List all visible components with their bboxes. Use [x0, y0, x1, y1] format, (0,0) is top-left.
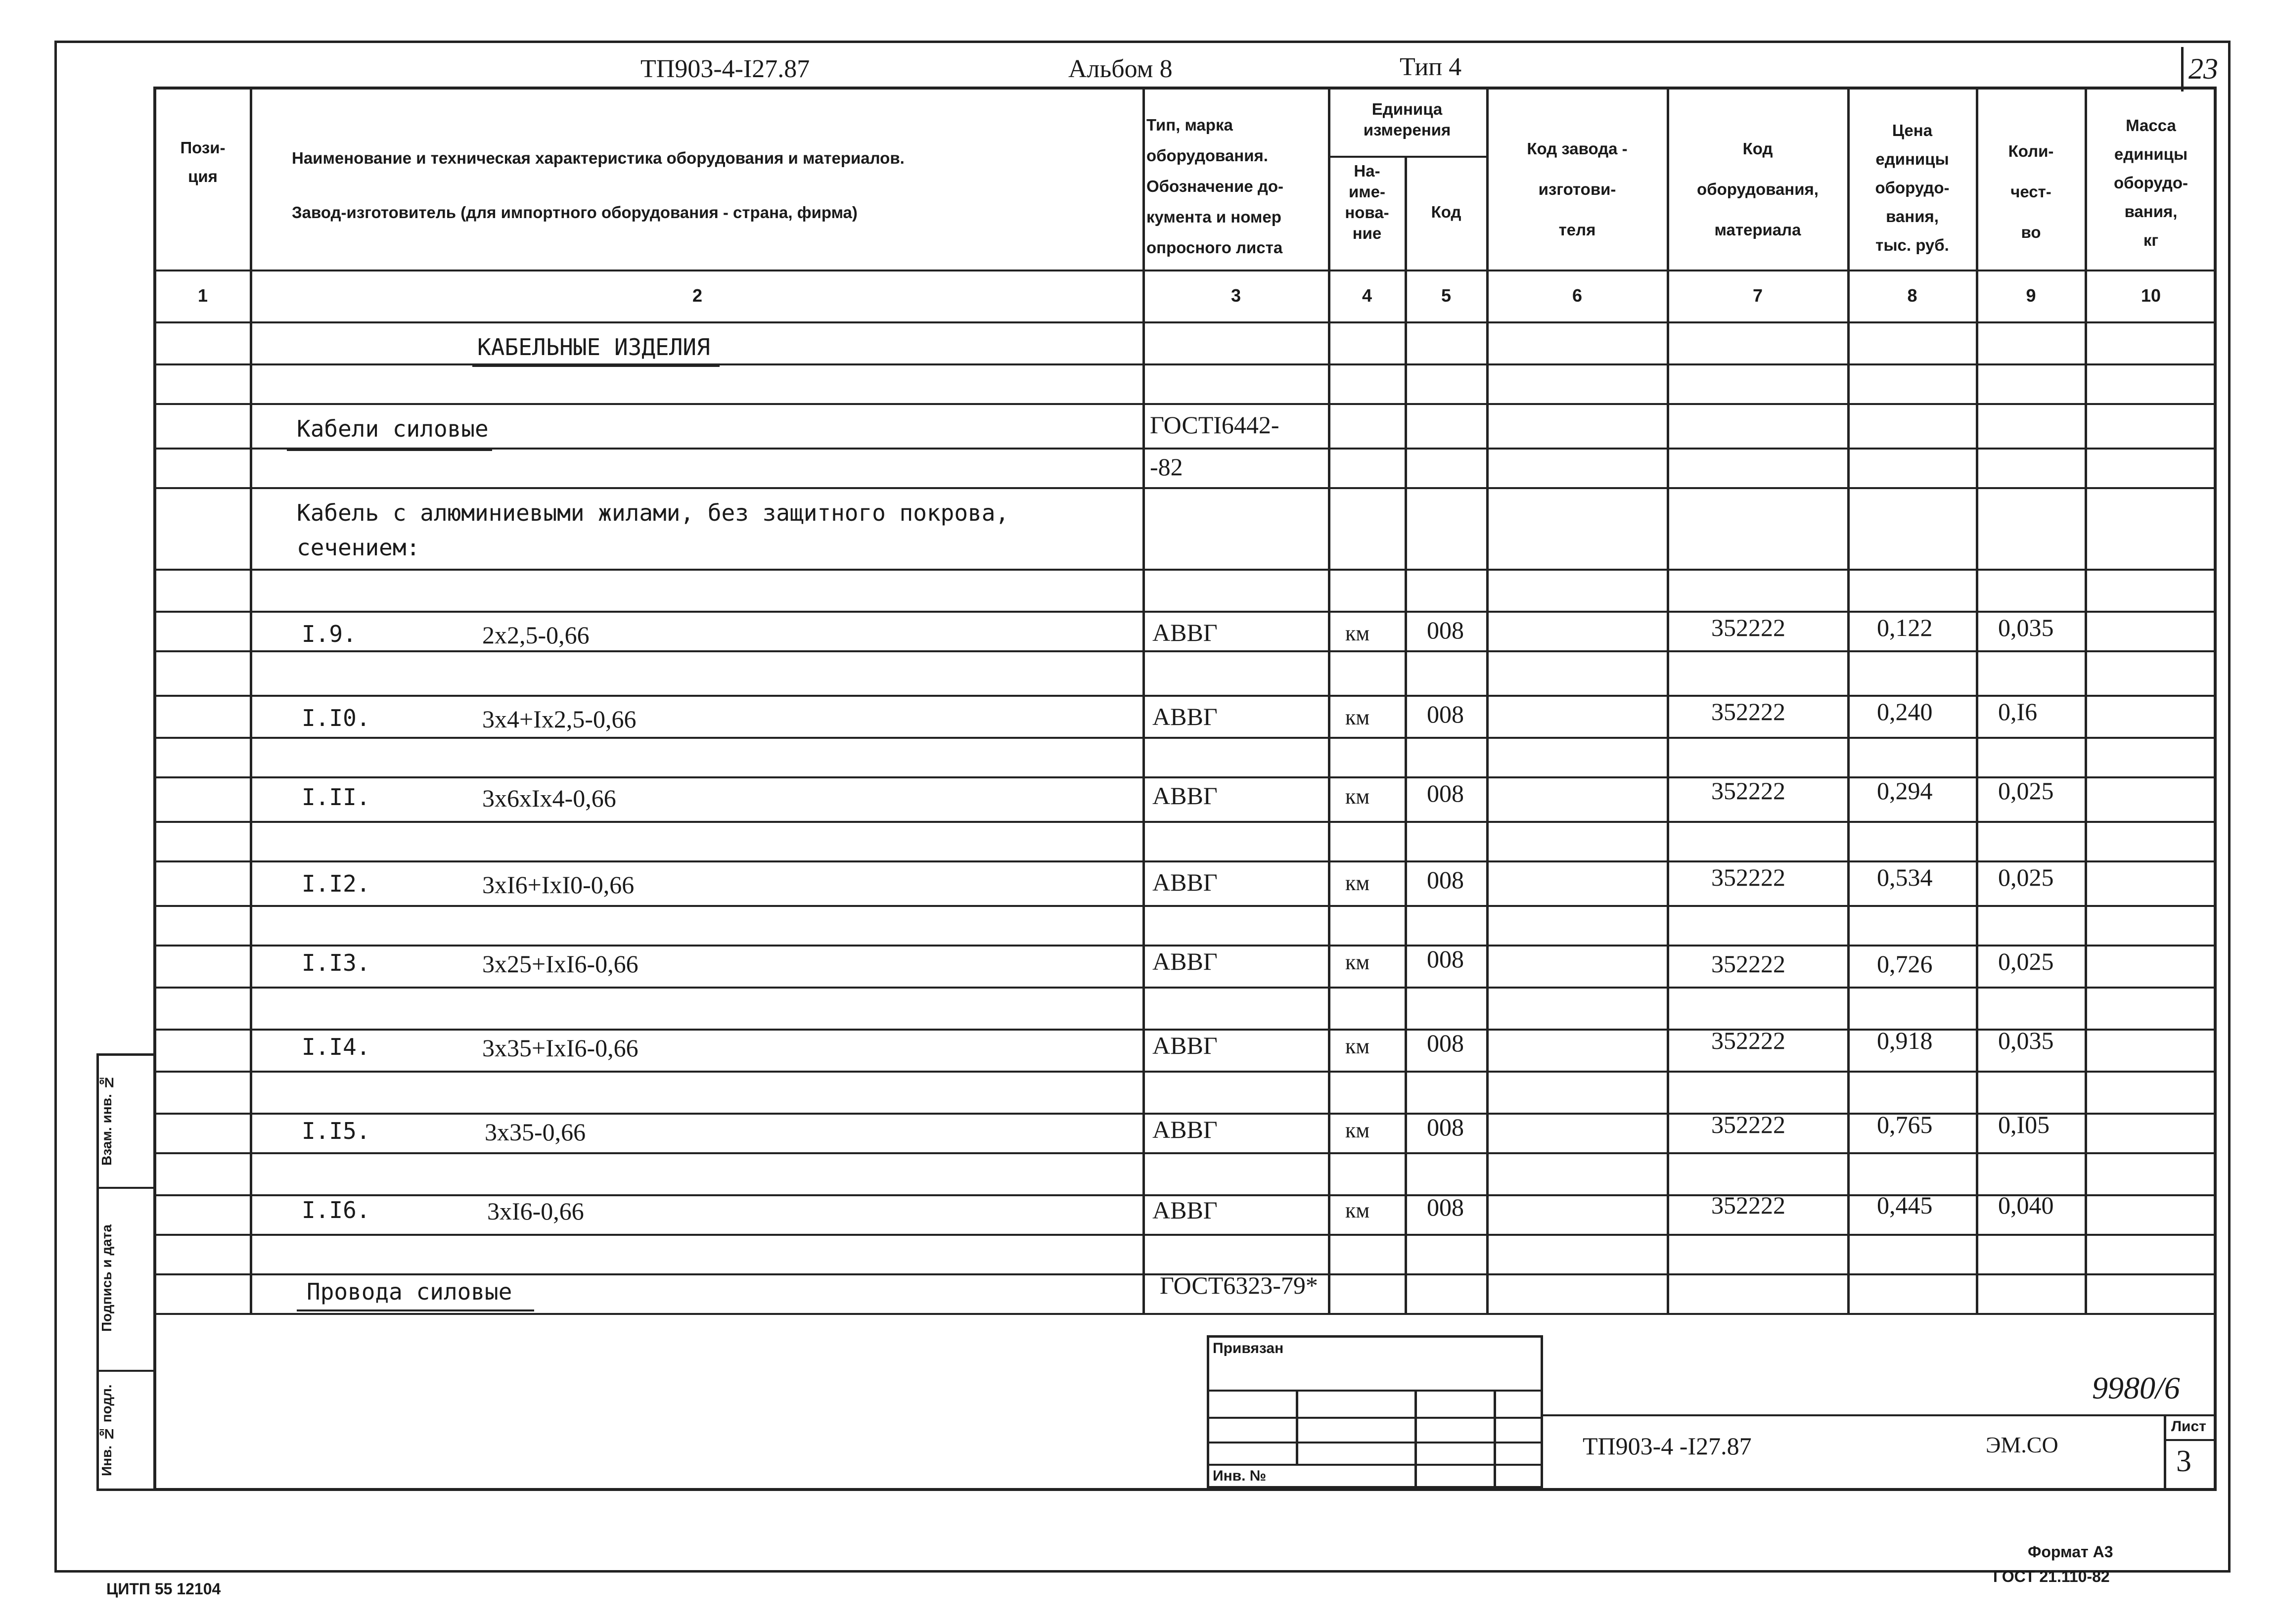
item-equip-code: 352222 — [1711, 1191, 1785, 1219]
item-equip-code: 352222 — [1711, 698, 1785, 725]
item-equip-code: 352222 — [1711, 777, 1785, 805]
col-num-7: 7 — [1752, 285, 1763, 306]
sidebar-inv-podl: Инв. № подл. — [99, 1384, 114, 1477]
page-number: 23 — [2188, 52, 2218, 85]
col-num-6: 6 — [1572, 285, 1583, 306]
sidebar-line — [96, 1187, 156, 1189]
item-spec: 3хI6+IхI0-0,66 — [482, 871, 635, 899]
footer-format: Формат А3 — [2028, 1543, 2113, 1561]
sheet-code: ЭМ.СО — [1986, 1432, 2058, 1457]
item-qty: 0,I05 — [1998, 1111, 2050, 1138]
page-number-divider — [2181, 47, 2184, 91]
title-block-top-line — [1543, 1414, 2217, 1416]
item-unit-code: 008 — [1427, 616, 1464, 644]
col-header-8: Цена единицы оборудо- вания, тыс. руб. — [1875, 121, 1950, 254]
item-equip-code: 352222 — [1711, 863, 1785, 891]
item-price: 0,240 — [1877, 698, 1933, 725]
privyazan-label: Привязан — [1213, 1340, 1284, 1356]
item-qty: 0,025 — [1998, 777, 2054, 805]
stamp-col — [1296, 1390, 1298, 1464]
item-price: 0,122 — [1877, 614, 1933, 641]
item-unit-code: 008 — [1427, 945, 1464, 973]
item-unit-code: 008 — [1427, 1193, 1464, 1221]
stamp-col — [1414, 1390, 1417, 1489]
list-box-line — [2164, 1439, 2217, 1441]
col-header-7: Код оборудования, материала — [1697, 139, 1819, 239]
item-mark: АВВГ — [1152, 1116, 1218, 1143]
item-qty: 0,035 — [1998, 1027, 2054, 1054]
row-line — [153, 1234, 2217, 1236]
row-line — [153, 987, 2217, 989]
item-unit: км — [1345, 1118, 1370, 1142]
stamp-col — [1494, 1390, 1496, 1489]
col-header-2: Наименование и техническая характеристика оборудования и материалов. Завод-изготовитель (для импортного оборудования - страна, фирма) — [292, 149, 905, 222]
item-qty: 0,025 — [1998, 863, 2054, 891]
col-header-6: Код завода - изготови- теля — [1527, 139, 1628, 239]
item-position: I.I0. — [302, 705, 370, 731]
item-position: I.I4. — [302, 1034, 370, 1060]
col-num-2: 2 — [692, 285, 703, 306]
item-position: I.II. — [302, 784, 370, 811]
item-spec: 2х2,5-0,66 — [482, 621, 590, 649]
item-unit: км — [1345, 871, 1370, 895]
item-unit: км — [1345, 621, 1370, 645]
item-position: I.I5. — [302, 1118, 370, 1144]
colnum-bottom-line — [153, 321, 2217, 323]
col-header-10: Масса единицы оборудо- вания, кг — [2113, 116, 2188, 249]
group1-standard-2: -82 — [1150, 453, 1183, 481]
row-line — [153, 945, 2217, 947]
item-equip-code: 352222 — [1711, 950, 1785, 978]
row-line — [153, 569, 2217, 571]
row-line — [153, 1071, 2217, 1073]
type-label: Тип 4 — [1400, 53, 1462, 81]
item-unit: км — [1345, 784, 1370, 809]
stamp-line — [1207, 1442, 1543, 1444]
col-header-9: Коли- чест- во — [2008, 142, 2054, 241]
unit-group-title: Единица измерения — [1363, 100, 1451, 139]
item-spec: 3х4+Iх2,5-0,66 — [482, 705, 637, 733]
col-num-4: 4 — [1362, 285, 1372, 306]
col-num-9: 9 — [2026, 285, 2036, 306]
row-line — [153, 487, 2217, 489]
sidebar-podpis: Подпись и дата — [99, 1224, 114, 1332]
archive-number: 9980/6 — [2092, 1370, 2180, 1405]
item-price: 0,294 — [1877, 777, 1933, 805]
list-box-border — [2164, 1414, 2166, 1491]
album-label: Альбом 8 — [1068, 55, 1173, 83]
group1-description-line2: сечением: — [297, 534, 420, 561]
item-qty: 0,I6 — [1998, 698, 2038, 725]
row-line — [153, 650, 2217, 652]
row-line — [153, 905, 2217, 907]
group1-title: Кабели силовые — [297, 415, 489, 442]
row-line — [153, 821, 2217, 823]
list-label: Лист — [2171, 1418, 2206, 1435]
title-block-doc-code: ТП903-4 -І27.87 — [1583, 1432, 1752, 1460]
group2-underline — [297, 1309, 534, 1311]
item-spec: 3х35+IхI6-0,66 — [482, 1034, 638, 1062]
group1-description-line1: Кабель с алюминиевыми жилами, без защитного покрова, — [297, 499, 1009, 526]
item-price: 0,534 — [1877, 863, 1933, 891]
item-equip-code: 352222 — [1711, 1111, 1785, 1138]
inv-no-label: Инв. № — [1213, 1468, 1267, 1484]
item-position: I.I6. — [302, 1197, 370, 1223]
item-mark: АВВГ — [1152, 782, 1218, 810]
col-header-3: Тип, марка оборудования. Обозначение до- кумента и номер опросного листа — [1146, 116, 1283, 257]
unit-group-line — [1328, 156, 1486, 158]
col-num-8: 8 — [1907, 285, 1917, 306]
item-mark: АВВГ — [1152, 703, 1218, 730]
item-qty: 0,040 — [1998, 1191, 2054, 1219]
item-unit: км — [1345, 1034, 1370, 1058]
item-unit-code: 008 — [1427, 1029, 1464, 1057]
item-unit: км — [1345, 950, 1370, 974]
group1-underline — [287, 449, 492, 451]
item-mark: АВВГ — [1152, 1196, 1218, 1224]
item-qty: 0,035 — [1998, 614, 2054, 641]
footer-left: ЦИТП 55 12104 — [106, 1580, 221, 1598]
item-price: 0,726 — [1877, 950, 1933, 978]
item-equip-code: 352222 — [1711, 614, 1785, 641]
sidebar-line — [96, 1370, 156, 1372]
group2-title: Провода силовые — [307, 1278, 512, 1305]
item-unit: км — [1345, 1198, 1370, 1222]
item-mark: АВВГ — [1152, 947, 1218, 975]
item-spec: 3х25+IхI6-0,66 — [482, 950, 638, 978]
row-line — [153, 860, 2217, 862]
item-mark: АВВГ — [1152, 1032, 1218, 1059]
table-body-bottom-line — [153, 1313, 2217, 1315]
item-unit: км — [1345, 705, 1370, 729]
col-num-5: 5 — [1441, 285, 1452, 306]
item-mark: АВВГ — [1152, 868, 1218, 896]
col-sep-4 — [1405, 156, 1407, 1313]
col-header-5: Код — [1431, 203, 1461, 221]
item-equip-code: 352222 — [1711, 1027, 1785, 1054]
row-line — [153, 1152, 2217, 1154]
list-value: 3 — [2176, 1444, 2191, 1478]
col-header-4: На- име- нова- ние — [1345, 162, 1389, 242]
sidebar-vzam: Взам. инв. № — [99, 1075, 114, 1166]
col-header-1: Пози- ция — [180, 138, 226, 185]
item-position: I.I3. — [302, 949, 370, 976]
group2-standard: ГОСТ6323-79* — [1160, 1271, 1318, 1299]
stamp-line — [1207, 1390, 1543, 1392]
section-title-underline — [472, 365, 720, 367]
item-position: I.9. — [302, 621, 357, 647]
item-price: 0,765 — [1877, 1111, 1933, 1138]
group1-standard-1: ГОСТІ6442- — [1150, 411, 1279, 439]
item-unit-code: 008 — [1427, 1113, 1464, 1141]
item-price: 0,445 — [1877, 1191, 1933, 1219]
col-num-10: 10 — [2141, 285, 2161, 306]
stamp-line — [1207, 1417, 1543, 1419]
item-mark: АВВГ — [1152, 619, 1218, 646]
item-unit-code: 008 — [1427, 866, 1464, 894]
item-position: I.I2. — [302, 870, 370, 897]
doc-code: ТП903-4-І27.87 — [640, 55, 810, 83]
item-qty: 0,025 — [1998, 947, 2054, 975]
row-line — [153, 611, 2217, 613]
footer-gost: ГОСТ 21.110-82 — [1993, 1568, 2110, 1585]
row-line — [153, 403, 2217, 405]
row-line — [153, 363, 2217, 365]
header-bottom-line — [153, 270, 2217, 271]
item-unit-code: 008 — [1427, 700, 1464, 728]
stamp-line — [1207, 1464, 1543, 1466]
item-spec: 3х6хIх4-0,66 — [482, 784, 616, 812]
col-num-1: 1 — [197, 285, 208, 306]
row-line — [153, 695, 2217, 697]
item-unit-code: 008 — [1427, 779, 1464, 807]
item-spec: 3хI6-0,66 — [487, 1197, 584, 1225]
item-spec: 3х35-0,66 — [485, 1118, 586, 1146]
row-line — [153, 737, 2217, 739]
item-price: 0,918 — [1877, 1027, 1933, 1054]
section-title: КАБЕЛЬНЫЕ ИЗДЕЛИЯ — [477, 334, 710, 361]
col-num-3: 3 — [1230, 285, 1241, 306]
